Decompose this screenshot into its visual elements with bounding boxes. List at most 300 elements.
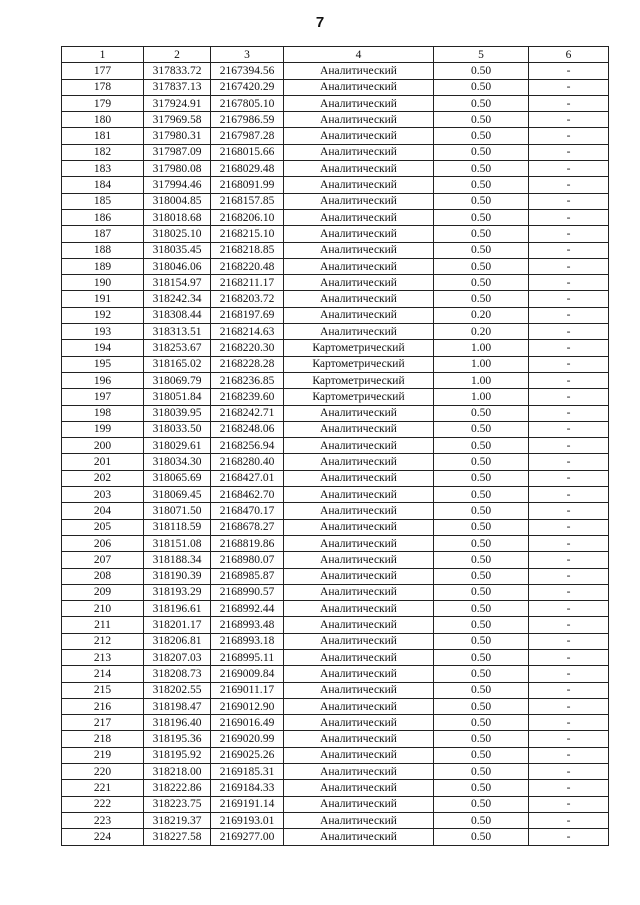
note-cell: -: [529, 177, 609, 193]
table-row: [62, 421, 609, 437]
table-row: [62, 454, 609, 470]
method-cell: Аналитический: [284, 405, 434, 421]
method-cell: Аналитический: [284, 535, 434, 551]
method-cell: Аналитический: [284, 682, 434, 698]
point-number-cell: 206: [62, 535, 144, 551]
accuracy-cell: 0.50: [434, 112, 529, 128]
y-coordinate-cell: 2168203.72: [211, 291, 284, 307]
note-cell: -: [529, 258, 609, 274]
table-row: [62, 63, 609, 79]
note-cell: -: [529, 812, 609, 828]
method-cell: Аналитический: [284, 764, 434, 780]
x-coordinate-cell: 318219.37: [144, 812, 211, 828]
accuracy-cell: 0.50: [434, 209, 529, 225]
method-cell: Аналитический: [284, 731, 434, 747]
x-coordinate-cell: 318201.17: [144, 617, 211, 633]
y-coordinate-cell: 2167394.56: [211, 63, 284, 79]
method-cell: Аналитический: [284, 617, 434, 633]
accuracy-cell: 0.50: [434, 829, 529, 845]
y-coordinate-cell: 2169193.01: [211, 812, 284, 828]
accuracy-cell: 0.50: [434, 682, 529, 698]
x-coordinate-cell: 318154.97: [144, 275, 211, 291]
accuracy-cell: 0.50: [434, 161, 529, 177]
method-cell: Картометрический: [284, 389, 434, 405]
table-row: [62, 389, 609, 405]
accuracy-cell: 0.50: [434, 552, 529, 568]
accuracy-cell: 0.50: [434, 487, 529, 503]
column-header: 1: [62, 47, 144, 63]
table-row: [62, 79, 609, 95]
table-row: [62, 617, 609, 633]
point-number-cell: 186: [62, 209, 144, 225]
note-cell: -: [529, 193, 609, 209]
method-cell: Аналитический: [284, 747, 434, 763]
point-number-cell: 193: [62, 324, 144, 340]
x-coordinate-cell: 318029.61: [144, 438, 211, 454]
accuracy-cell: 0.50: [434, 535, 529, 551]
y-coordinate-cell: 2168239.60: [211, 389, 284, 405]
x-coordinate-cell: 317994.46: [144, 177, 211, 193]
note-cell: -: [529, 584, 609, 600]
table-row: [62, 242, 609, 258]
table-body: [62, 63, 609, 845]
accuracy-cell: 0.50: [434, 731, 529, 747]
y-coordinate-cell: 2168992.44: [211, 601, 284, 617]
note-cell: -: [529, 796, 609, 812]
note-cell: -: [529, 340, 609, 356]
method-cell: Аналитический: [284, 715, 434, 731]
accuracy-cell: 0.50: [434, 193, 529, 209]
y-coordinate-cell: 2167805.10: [211, 95, 284, 111]
table-row: [62, 307, 609, 323]
x-coordinate-cell: 318218.00: [144, 764, 211, 780]
x-coordinate-cell: 318223.75: [144, 796, 211, 812]
y-coordinate-cell: 2169020.99: [211, 731, 284, 747]
method-cell: Аналитический: [284, 226, 434, 242]
note-cell: -: [529, 829, 609, 845]
page-number: 7: [315, 14, 325, 31]
point-number-cell: 195: [62, 356, 144, 372]
accuracy-cell: 0.50: [434, 226, 529, 242]
point-number-cell: 215: [62, 682, 144, 698]
table-row: [62, 601, 609, 617]
note-cell: -: [529, 698, 609, 714]
point-number-cell: 212: [62, 633, 144, 649]
method-cell: Аналитический: [284, 79, 434, 95]
method-cell: Аналитический: [284, 307, 434, 323]
method-cell: Аналитический: [284, 209, 434, 225]
accuracy-cell: 0.50: [434, 698, 529, 714]
x-coordinate-cell: 318046.06: [144, 258, 211, 274]
method-cell: Аналитический: [284, 796, 434, 812]
note-cell: -: [529, 307, 609, 323]
note-cell: -: [529, 552, 609, 568]
point-number-cell: 183: [62, 161, 144, 177]
method-cell: Аналитический: [284, 487, 434, 503]
y-coordinate-cell: 2168206.10: [211, 209, 284, 225]
table-row: [62, 747, 609, 763]
table-row: [62, 568, 609, 584]
table-row: [62, 649, 609, 665]
note-cell: -: [529, 454, 609, 470]
point-number-cell: 192: [62, 307, 144, 323]
x-coordinate-cell: 318313.51: [144, 324, 211, 340]
x-coordinate-cell: 318034.30: [144, 454, 211, 470]
point-number-cell: 211: [62, 617, 144, 633]
accuracy-cell: 0.50: [434, 812, 529, 828]
x-coordinate-cell: 318222.86: [144, 780, 211, 796]
accuracy-cell: 0.50: [434, 144, 529, 160]
point-number-cell: 203: [62, 487, 144, 503]
note-cell: -: [529, 438, 609, 454]
method-cell: Аналитический: [284, 95, 434, 111]
y-coordinate-cell: 2168993.48: [211, 617, 284, 633]
x-coordinate-cell: 317980.31: [144, 128, 211, 144]
note-cell: -: [529, 487, 609, 503]
y-coordinate-cell: 2168462.70: [211, 487, 284, 503]
method-cell: Аналитический: [284, 128, 434, 144]
accuracy-cell: 0.50: [434, 470, 529, 486]
x-coordinate-cell: 318242.34: [144, 291, 211, 307]
y-coordinate-cell: 2168157.85: [211, 193, 284, 209]
table-row: [62, 340, 609, 356]
point-number-cell: 209: [62, 584, 144, 600]
accuracy-cell: 0.20: [434, 324, 529, 340]
point-number-cell: 202: [62, 470, 144, 486]
note-cell: -: [529, 568, 609, 584]
accuracy-cell: 1.00: [434, 389, 529, 405]
x-coordinate-cell: 318196.61: [144, 601, 211, 617]
y-coordinate-cell: 2168242.71: [211, 405, 284, 421]
x-coordinate-cell: 318071.50: [144, 503, 211, 519]
table-row: [62, 275, 609, 291]
accuracy-cell: 0.50: [434, 649, 529, 665]
x-coordinate-cell: 318018.68: [144, 209, 211, 225]
point-number-cell: 189: [62, 258, 144, 274]
note-cell: -: [529, 372, 609, 388]
table-row: [62, 209, 609, 225]
method-cell: Аналитический: [284, 454, 434, 470]
note-cell: -: [529, 226, 609, 242]
y-coordinate-cell: 2168214.63: [211, 324, 284, 340]
point-number-cell: 219: [62, 747, 144, 763]
method-cell: Аналитический: [284, 552, 434, 568]
table-row: [62, 356, 609, 372]
point-number-cell: 220: [62, 764, 144, 780]
x-coordinate-cell: 317980.08: [144, 161, 211, 177]
accuracy-cell: 0.50: [434, 242, 529, 258]
y-coordinate-cell: 2168015.66: [211, 144, 284, 160]
point-number-cell: 218: [62, 731, 144, 747]
accuracy-cell: 0.50: [434, 617, 529, 633]
x-coordinate-cell: 318004.85: [144, 193, 211, 209]
note-cell: -: [529, 764, 609, 780]
x-coordinate-cell: 318051.84: [144, 389, 211, 405]
note-cell: -: [529, 421, 609, 437]
note-cell: -: [529, 503, 609, 519]
table-row: [62, 144, 609, 160]
x-coordinate-cell: 318207.03: [144, 649, 211, 665]
table-row: [62, 682, 609, 698]
x-coordinate-cell: 318227.58: [144, 829, 211, 845]
accuracy-cell: 0.50: [434, 796, 529, 812]
method-cell: Аналитический: [284, 503, 434, 519]
x-coordinate-cell: 318208.73: [144, 666, 211, 682]
x-coordinate-cell: 317924.91: [144, 95, 211, 111]
accuracy-cell: 0.20: [434, 307, 529, 323]
y-coordinate-cell: 2168470.17: [211, 503, 284, 519]
accuracy-cell: 0.50: [434, 666, 529, 682]
method-cell: Аналитический: [284, 633, 434, 649]
note-cell: -: [529, 731, 609, 747]
y-coordinate-cell: 2167986.59: [211, 112, 284, 128]
point-number-cell: 177: [62, 63, 144, 79]
column-header: 4: [284, 47, 434, 63]
point-number-cell: 213: [62, 649, 144, 665]
table-row: [62, 666, 609, 682]
table-row: [62, 95, 609, 111]
x-coordinate-cell: 318165.02: [144, 356, 211, 372]
method-cell: Аналитический: [284, 829, 434, 845]
note-cell: -: [529, 356, 609, 372]
accuracy-cell: 0.50: [434, 79, 529, 95]
note-cell: -: [529, 682, 609, 698]
method-cell: Аналитический: [284, 601, 434, 617]
y-coordinate-cell: 2168280.40: [211, 454, 284, 470]
point-number-cell: 180: [62, 112, 144, 128]
table-row: [62, 487, 609, 503]
table-row: [62, 552, 609, 568]
note-cell: -: [529, 389, 609, 405]
method-cell: Аналитический: [284, 193, 434, 209]
x-coordinate-cell: 318069.45: [144, 487, 211, 503]
accuracy-cell: 0.50: [434, 633, 529, 649]
y-coordinate-cell: 2168197.69: [211, 307, 284, 323]
table-row: [62, 584, 609, 600]
y-coordinate-cell: 2168819.86: [211, 535, 284, 551]
note-cell: -: [529, 63, 609, 79]
method-cell: Аналитический: [284, 812, 434, 828]
table-row: [62, 112, 609, 128]
point-number-cell: 190: [62, 275, 144, 291]
x-coordinate-cell: 318198.47: [144, 698, 211, 714]
column-header: 3: [211, 47, 284, 63]
y-coordinate-cell: 2167420.29: [211, 79, 284, 95]
column-header: 6: [529, 47, 609, 63]
y-coordinate-cell: 2169009.84: [211, 666, 284, 682]
note-cell: -: [529, 79, 609, 95]
accuracy-cell: 0.50: [434, 503, 529, 519]
point-number-cell: 207: [62, 552, 144, 568]
note-cell: -: [529, 535, 609, 551]
method-cell: Аналитический: [284, 112, 434, 128]
table-row: [62, 470, 609, 486]
x-coordinate-cell: 318308.44: [144, 307, 211, 323]
column-header: 2: [144, 47, 211, 63]
point-number-cell: 214: [62, 666, 144, 682]
accuracy-cell: 0.50: [434, 747, 529, 763]
accuracy-cell: 1.00: [434, 356, 529, 372]
note-cell: -: [529, 275, 609, 291]
y-coordinate-cell: 2168678.27: [211, 519, 284, 535]
note-cell: -: [529, 324, 609, 340]
table-row: [62, 535, 609, 551]
table-row: [62, 780, 609, 796]
y-coordinate-cell: 2169184.33: [211, 780, 284, 796]
y-coordinate-cell: 2168091.99: [211, 177, 284, 193]
x-coordinate-cell: 318188.34: [144, 552, 211, 568]
method-cell: Аналитический: [284, 421, 434, 437]
x-coordinate-cell: 318065.69: [144, 470, 211, 486]
note-cell: -: [529, 519, 609, 535]
table-row: [62, 633, 609, 649]
y-coordinate-cell: 2168220.48: [211, 258, 284, 274]
point-number-cell: 199: [62, 421, 144, 437]
table-row: [62, 193, 609, 209]
y-coordinate-cell: 2168980.07: [211, 552, 284, 568]
table-row: [62, 226, 609, 242]
y-coordinate-cell: 2168215.10: [211, 226, 284, 242]
y-coordinate-cell: 2169185.31: [211, 764, 284, 780]
x-coordinate-cell: 318069.79: [144, 372, 211, 388]
note-cell: -: [529, 242, 609, 258]
column-header: 5: [434, 47, 529, 63]
y-coordinate-cell: 2168220.30: [211, 340, 284, 356]
note-cell: -: [529, 617, 609, 633]
x-coordinate-cell: 318196.40: [144, 715, 211, 731]
accuracy-cell: 0.50: [434, 568, 529, 584]
method-cell: Аналитический: [284, 584, 434, 600]
x-coordinate-cell: 318195.36: [144, 731, 211, 747]
table-row: [62, 291, 609, 307]
table-row: [62, 715, 609, 731]
accuracy-cell: 0.50: [434, 601, 529, 617]
y-coordinate-cell: 2168990.57: [211, 584, 284, 600]
point-number-cell: 194: [62, 340, 144, 356]
point-number-cell: 179: [62, 95, 144, 111]
method-cell: Аналитический: [284, 63, 434, 79]
point-number-cell: 217: [62, 715, 144, 731]
method-cell: Картометрический: [284, 356, 434, 372]
table-row: [62, 764, 609, 780]
method-cell: Аналитический: [284, 519, 434, 535]
x-coordinate-cell: 318253.67: [144, 340, 211, 356]
x-coordinate-cell: 318202.55: [144, 682, 211, 698]
accuracy-cell: 0.50: [434, 715, 529, 731]
method-cell: Аналитический: [284, 698, 434, 714]
note-cell: -: [529, 633, 609, 649]
method-cell: Аналитический: [284, 275, 434, 291]
note-cell: -: [529, 95, 609, 111]
accuracy-cell: 0.50: [434, 405, 529, 421]
method-cell: Аналитический: [284, 780, 434, 796]
coordinates-table: [61, 46, 609, 846]
x-coordinate-cell: 318195.92: [144, 747, 211, 763]
table-row: [62, 503, 609, 519]
point-number-cell: 197: [62, 389, 144, 405]
accuracy-cell: 0.50: [434, 421, 529, 437]
table-row: [62, 698, 609, 714]
x-coordinate-cell: 318206.81: [144, 633, 211, 649]
method-cell: Аналитический: [284, 568, 434, 584]
y-coordinate-cell: 2169025.26: [211, 747, 284, 763]
y-coordinate-cell: 2168029.48: [211, 161, 284, 177]
point-number-cell: 196: [62, 372, 144, 388]
method-cell: Аналитический: [284, 177, 434, 193]
table-row: [62, 324, 609, 340]
y-coordinate-cell: 2169191.14: [211, 796, 284, 812]
x-coordinate-cell: 318190.39: [144, 568, 211, 584]
method-cell: Аналитический: [284, 438, 434, 454]
x-coordinate-cell: 318151.08: [144, 535, 211, 551]
method-cell: Аналитический: [284, 649, 434, 665]
accuracy-cell: 0.50: [434, 275, 529, 291]
accuracy-cell: 0.50: [434, 519, 529, 535]
table-row: [62, 731, 609, 747]
x-coordinate-cell: 317969.58: [144, 112, 211, 128]
y-coordinate-cell: 2168995.11: [211, 649, 284, 665]
note-cell: -: [529, 144, 609, 160]
point-number-cell: 222: [62, 796, 144, 812]
y-coordinate-cell: 2168993.18: [211, 633, 284, 649]
note-cell: -: [529, 715, 609, 731]
y-coordinate-cell: 2169016.49: [211, 715, 284, 731]
point-number-cell: 210: [62, 601, 144, 617]
y-coordinate-cell: 2168211.17: [211, 275, 284, 291]
x-coordinate-cell: 318025.10: [144, 226, 211, 242]
y-coordinate-cell: 2168248.06: [211, 421, 284, 437]
y-coordinate-cell: 2169011.17: [211, 682, 284, 698]
method-cell: Аналитический: [284, 324, 434, 340]
point-number-cell: 224: [62, 829, 144, 845]
table-row: [62, 405, 609, 421]
point-number-cell: 191: [62, 291, 144, 307]
y-coordinate-cell: 2168427.01: [211, 470, 284, 486]
point-number-cell: 185: [62, 193, 144, 209]
note-cell: -: [529, 128, 609, 144]
point-number-cell: 198: [62, 405, 144, 421]
y-coordinate-cell: 2169277.00: [211, 829, 284, 845]
accuracy-cell: 0.50: [434, 764, 529, 780]
method-cell: Аналитический: [284, 291, 434, 307]
point-number-cell: 200: [62, 438, 144, 454]
point-number-cell: 204: [62, 503, 144, 519]
y-coordinate-cell: 2168236.85: [211, 372, 284, 388]
x-coordinate-cell: 317837.13: [144, 79, 211, 95]
table-row: [62, 258, 609, 274]
note-cell: -: [529, 405, 609, 421]
table-row: [62, 796, 609, 812]
accuracy-cell: 0.50: [434, 128, 529, 144]
accuracy-cell: 1.00: [434, 340, 529, 356]
table-row: [62, 829, 609, 845]
table-row: [62, 161, 609, 177]
y-coordinate-cell: 2169012.90: [211, 698, 284, 714]
point-number-cell: 182: [62, 144, 144, 160]
note-cell: -: [529, 649, 609, 665]
note-cell: -: [529, 666, 609, 682]
method-cell: Аналитический: [284, 242, 434, 258]
accuracy-cell: 0.50: [434, 454, 529, 470]
x-coordinate-cell: 318193.29: [144, 584, 211, 600]
point-number-cell: 221: [62, 780, 144, 796]
method-cell: Аналитический: [284, 666, 434, 682]
note-cell: -: [529, 161, 609, 177]
method-cell: Аналитический: [284, 258, 434, 274]
y-coordinate-cell: 2168256.94: [211, 438, 284, 454]
x-coordinate-cell: 317987.09: [144, 144, 211, 160]
point-number-cell: 216: [62, 698, 144, 714]
